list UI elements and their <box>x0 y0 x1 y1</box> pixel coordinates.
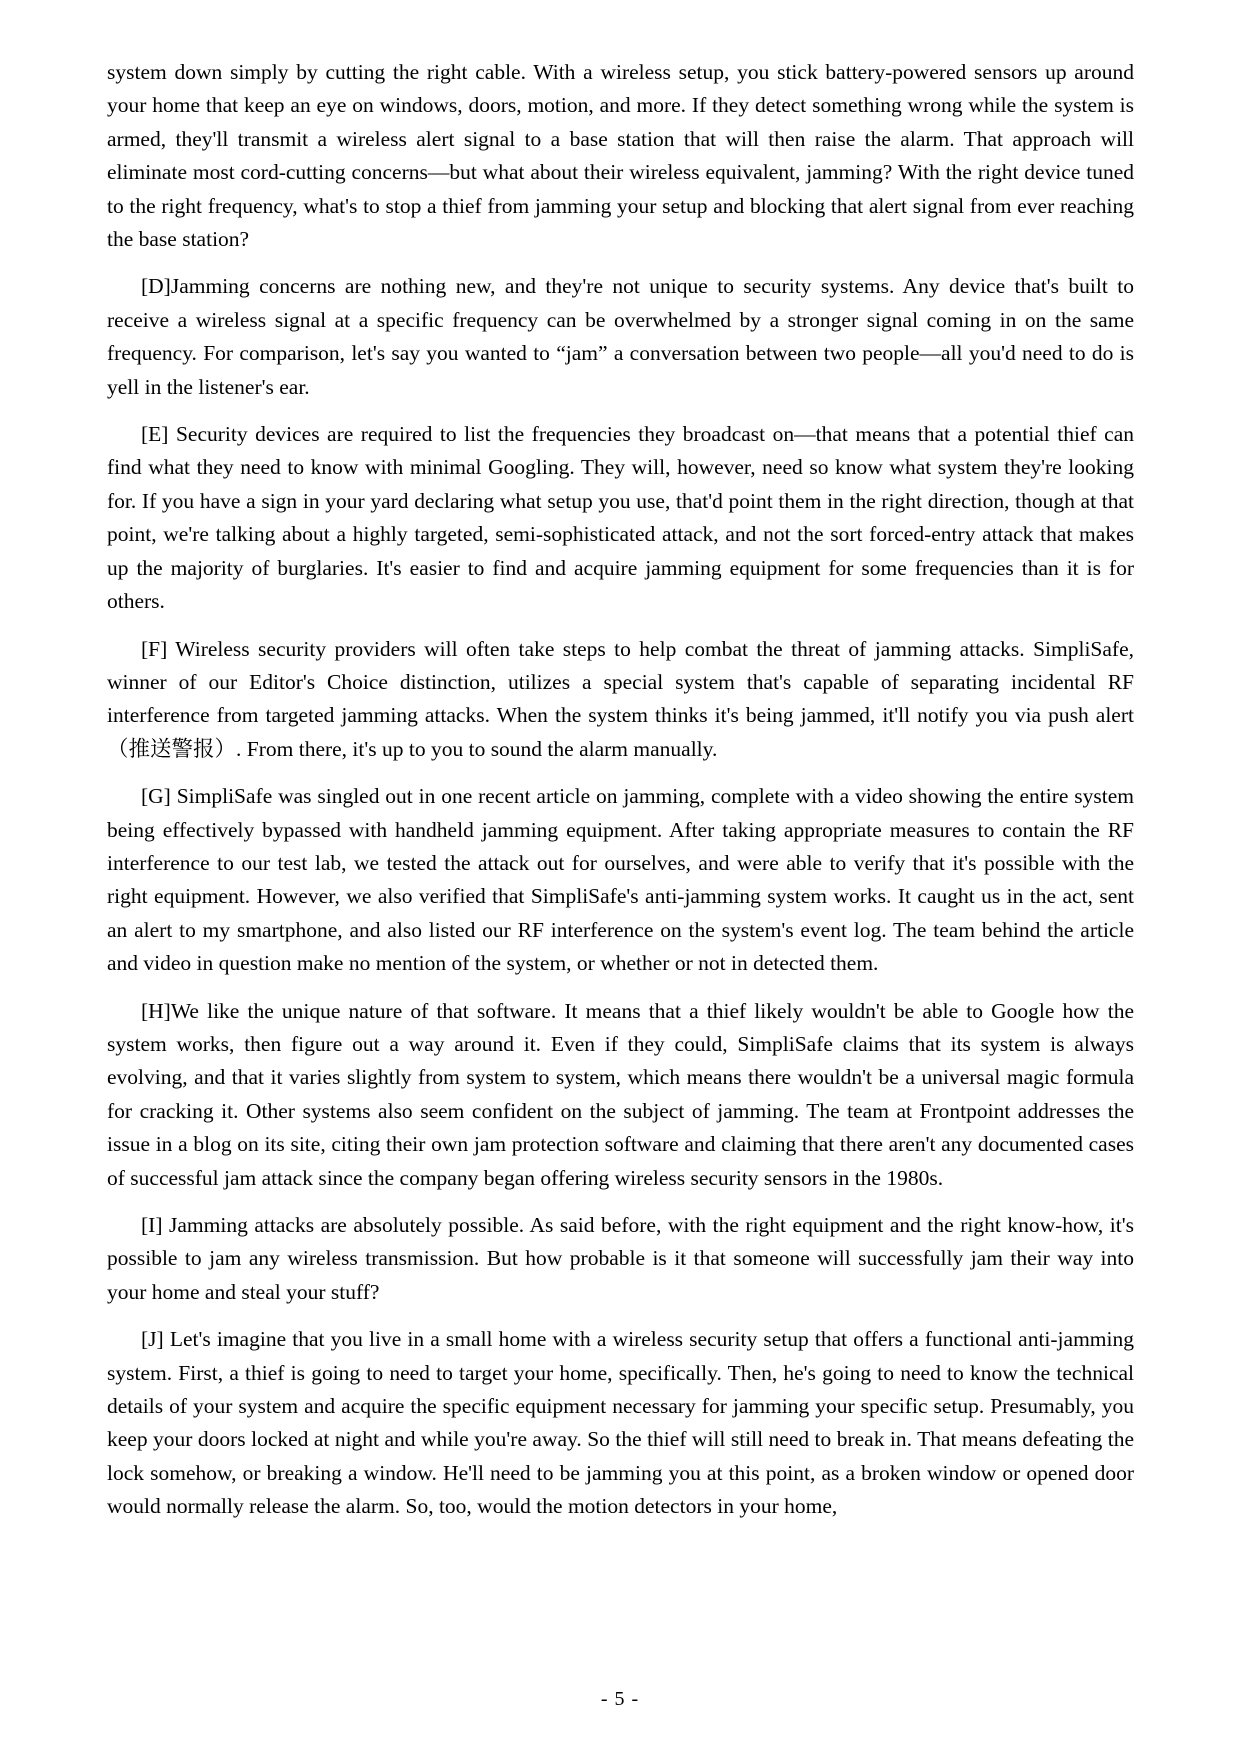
paragraph-continuation: system down simply by cutting the right cable. With a wireless setup, you stick battery-powered sensors up around your home that keep an eye on windows, doors, motion, and more. If they detect something wrong while the system is armed, they'll transmit a wireless alert signal to a base station that will then raise the alarm. That approach will eliminate most cord-cutting concerns—but what about their wireless equivalent, jamming? With the right device tuned to the right frequency, what's to stop a thief from jamming your setup and blocking that alert signal from ever reaching the base station? <box>107 60 1134 252</box>
paragraph-e: [E] Security devices are required to list the frequencies they broadcast on—that means that a potential thief can find what they need to know with minimal Googling. They will, however, need so know what system they're looking for. If you have a sign in your yard declaring what setup you use, that'd point them in the right direction, though at that point, we're talking about a highly targeted, semi-sophisticated attack, and not the sort forced-entry attack that makes up the majority of burglaries. It's easier to find and acquire jamming equipment for some frequencies than it is for others. <box>107 422 1134 614</box>
paragraph-j: [J] Let's imagine that you live in a small home with a wireless security setup that offers a functional anti-jamming system. First, a thief is going to need to target your home, specifically. Then, he's going to need to know the technical details of your system and acquire the specific equipment necessary for jamming your specific setup. Presumably, you keep your doors locked at night and while you're away. So the thief will still need to break in. That means defeating the lock somehow, or breaking a window. He'll need to be jamming you at this point, as a broken window or opened door would normally release the alarm. So, too, would the motion detectors in your home, <box>107 1327 1134 1519</box>
passage-body <box>107 56 1134 1538</box>
paragraph-h: [H]We like the unique nature of that software. It means that a thief likely wouldn't be able to Google how the system works, then figure out a way around it. Even if they could, SimpliSafe claims that its system is always evolving, and that it varies slightly from system to system, which means there wouldn't be a universal magic formula for cracking it. Other systems also seem confident on the subject of jamming. The team at Frontpoint addresses the issue in a blog on its site, citing their own jam protection software and claiming that there aren't any documented cases of successful jam attack since the company began offering wireless security sensors in the 1980s. <box>107 998 1134 1190</box>
paragraph-i: [I] Jamming attacks are absolutely possible. As said before, with the right equipment and the right know-how, it's possible to jam any wireless transmission. But how probable is it that someone will successfully jam their way into your home and steal your stuff? <box>107 1213 1134 1304</box>
paragraph-g: [G] SimpliSafe was singled out in one recent article on jamming, complete with a video showing the entire system being effectively bypassed with handheld jamming equipment. After taking appropriate measures to contain the RF interference to our test lab, we tested the attack out for ourselves, and were able to verify that it's possible with the right equipment. However, we also verified that SimpliSafe's anti-jamming system works. It caught us in the act, sent an alert to my smartphone, and also listed our RF interference on the system's event log. The team behind the article and video in question make no mention of the system, or whether or not in detected them. <box>107 784 1134 976</box>
paragraph-f: [F] Wireless security providers will often take steps to help combat the threat of jamming attacks. SimpliSafe, winner of our Editor's Choice distinction, utilizes a special system that's capable of separating incidental RF interference from targeted jamming attacks. When the system thinks it's being jammed, it'll notify you via push alert（推送警报）. From there, it's up to you to sound the alarm manually. <box>107 636 1134 761</box>
paragraph-d: [D]Jamming concerns are nothing new, and they're not unique to security systems. Any device that's built to receive a wireless signal at a specific frequency can be overwhelmed by a stronger signal coming in on the same frequency. For comparison, let's say you wanted to “jam” a conversation between two people—all you'd need to do is yell in the listener's ear. <box>107 274 1134 399</box>
page-number: - 5 - <box>600 1688 640 1710</box>
